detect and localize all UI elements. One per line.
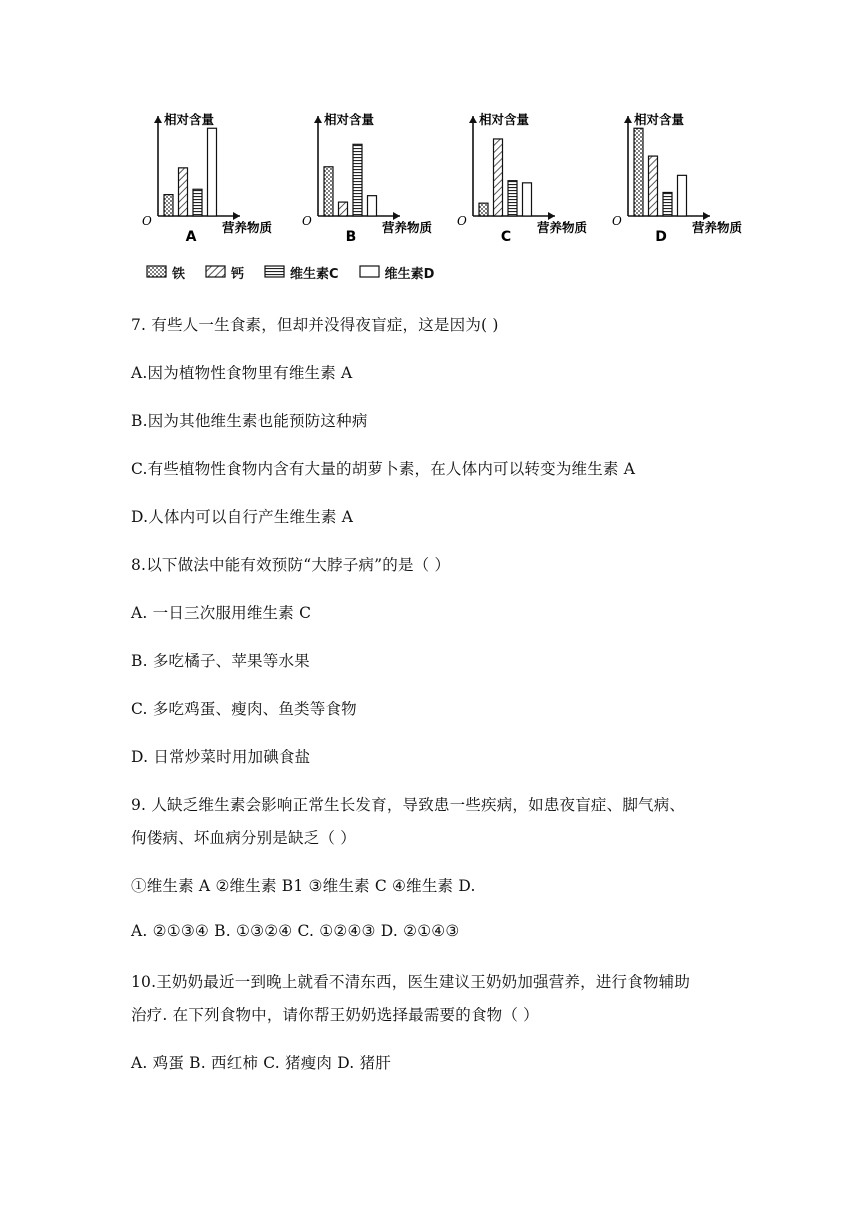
legend-swatch-calcium (205, 265, 227, 279)
x-axis-arrow (233, 212, 240, 220)
legend-swatch-vitamin-c (264, 265, 286, 279)
x-axis-label: 营养物质 (692, 220, 743, 235)
bar-iron (634, 128, 643, 216)
legend-label: 铁 (172, 266, 186, 282)
bar-vitamin-c (193, 189, 202, 216)
question-8-option-b: B. 多吃橘子、苹果等水果 (131, 652, 310, 670)
question-7-stem: 7. 有些人一生食素，但却并没得夜盲症，这是因为( ) (131, 316, 499, 334)
question-10-stem-line-1: 10.王奶奶最近一到晚上就看不清东西，医生建议王奶奶加强营养，进行食物辅助 (131, 973, 691, 991)
x-axis-arrow (393, 212, 400, 220)
bar-calcium (494, 139, 503, 216)
question-10-options: A. 鸡蛋 B. 西红柿 C. 猪瘦肉 D. 猪肝 (131, 1054, 391, 1072)
question-8-option-a: A. 一日三次服用维生素 C (131, 604, 312, 622)
bar-chart-figure (140, 106, 750, 290)
bar-vitamin-c (353, 144, 362, 216)
chart-svg (455, 106, 605, 246)
legend-label: 维生素C (290, 266, 339, 282)
chart-panel-c (455, 106, 605, 246)
y-axis-label: 相对含量 (634, 112, 685, 127)
bar-iron (479, 203, 488, 216)
origin-label: O (457, 214, 467, 228)
legend-item-vitamin-c (264, 263, 339, 282)
bar-vitamin-c (663, 192, 672, 216)
y-axis-arrow (469, 116, 477, 123)
question-8-stem: 8.以下做法中能有效预防“大脖子病”的是（ ） (131, 556, 451, 574)
question-7-option-a: A.因为植物性食物里有维生素 A (131, 364, 353, 382)
bar-calcium (649, 156, 658, 216)
question-9-items: ①维生素 A ②维生素 B1 ③维生素 C ④维生素 D. (131, 877, 476, 895)
bar-calcium (339, 202, 348, 216)
legend-item-vitamin-d (359, 263, 435, 282)
y-axis-label: 相对含量 (324, 112, 375, 127)
origin-label: O (142, 214, 152, 228)
panel-label: B (345, 229, 357, 245)
chart-panel-a (140, 106, 290, 246)
chart-svg (610, 106, 760, 246)
question-8-option-c: C. 多吃鸡蛋、瘦肉、鱼类等食物 (131, 700, 357, 718)
y-axis-label: 相对含量 (164, 112, 215, 127)
question-9-stem-line-1: 9. 人缺乏维生素会影响正常生长发育，导致患一些疾病，如患夜盲症、脚气病、 (131, 796, 686, 814)
legend-swatch-vitamin-d (359, 265, 381, 279)
question-10-stem-line-2: 治疗. 在下列食物中，请你帮王奶奶选择最需要的食物（ ） (131, 1006, 539, 1024)
question-7-option-d: D.人体内可以自行产生维生素 A (131, 508, 354, 526)
x-axis-label: 营养物质 (382, 220, 433, 235)
panel-label: C (500, 229, 512, 245)
x-axis-arrow (548, 212, 555, 220)
legend-item-calcium (205, 263, 244, 282)
bar-calcium (179, 168, 188, 216)
bar-vitamin-c (508, 181, 517, 216)
question-7-option-b: B.因为其他维生素也能预防这种病 (131, 412, 368, 430)
origin-label: O (612, 214, 622, 228)
y-axis-arrow (154, 116, 162, 123)
y-axis-arrow (624, 116, 632, 123)
y-axis-label: 相对含量 (479, 112, 530, 127)
legend-label: 维生素D (384, 266, 435, 282)
chart-panel-b (300, 106, 450, 246)
bar-iron (164, 195, 173, 216)
chart-svg (140, 106, 290, 246)
y-axis-arrow (314, 116, 322, 123)
legend-label: 钙 (231, 266, 245, 282)
bar-vitamin-d (523, 183, 532, 216)
x-axis-arrow (703, 212, 710, 220)
panel-label: A (185, 229, 197, 245)
bar-vitamin-d (678, 175, 687, 216)
chart-svg (300, 106, 450, 246)
x-axis-label: 营养物质 (222, 220, 273, 235)
chart-legend (146, 260, 454, 284)
question-9-stem-line-2: 佝偻病、坏血病分别是缺乏（ ） (131, 829, 356, 847)
chart-panel-d (610, 106, 760, 246)
origin-label: O (302, 214, 312, 228)
bar-vitamin-d (208, 128, 217, 216)
bar-iron (324, 167, 333, 216)
question-8-option-d: D. 日常炒菜时用加碘食盐 (131, 748, 311, 766)
panel-label: D (655, 229, 667, 245)
question-9-options: A. ②①③④ B. ①③②④ C. ①②④③ D. ②①④③ (131, 922, 460, 940)
bar-vitamin-d (368, 196, 377, 216)
x-axis-label: 营养物质 (537, 220, 588, 235)
legend-item-iron (146, 263, 185, 282)
question-7-option-c: C.有些植物性食物内含有大量的胡萝卜素，在人体内可以转变为维生素 A (131, 460, 636, 478)
legend-swatch-iron (146, 265, 168, 279)
